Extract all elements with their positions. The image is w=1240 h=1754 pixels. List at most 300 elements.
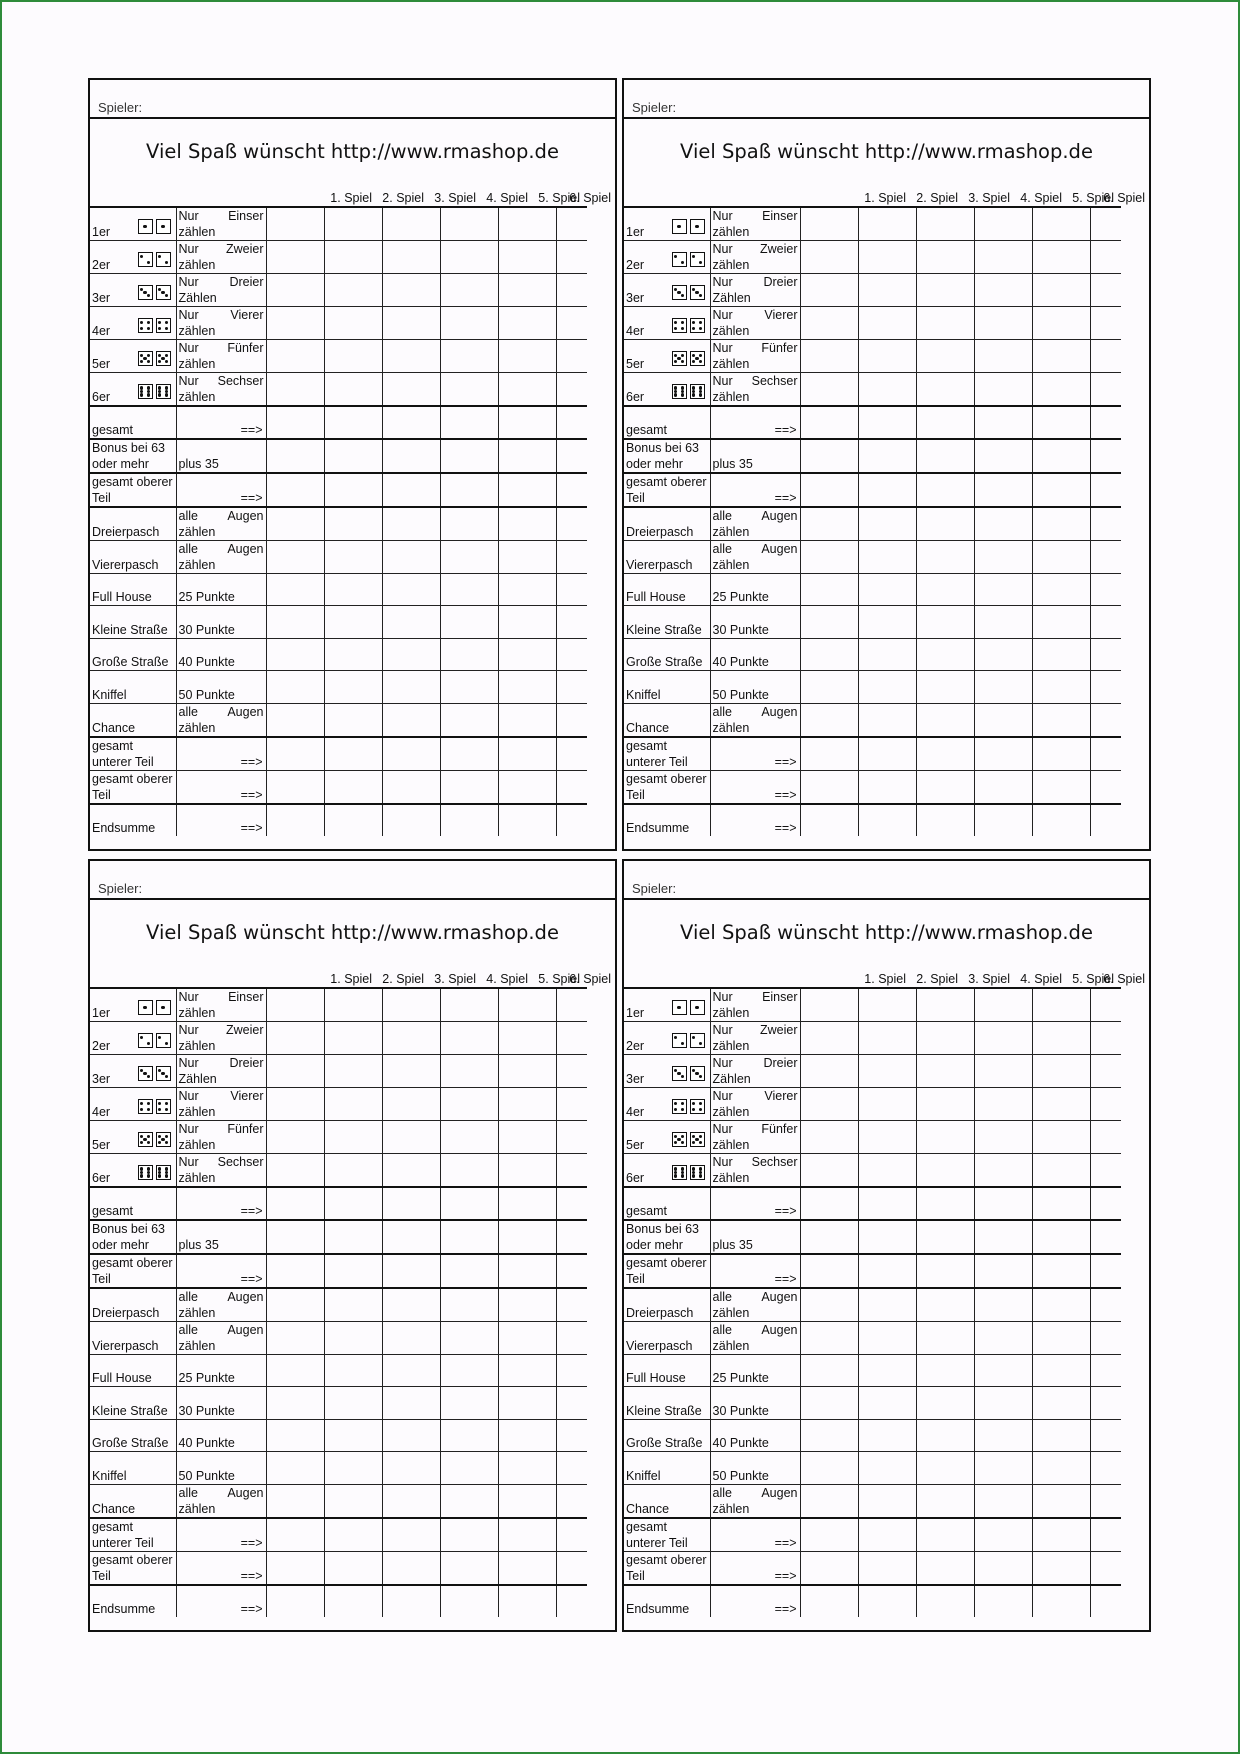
player-name-field[interactable]	[624, 861, 1149, 900]
score-entry-cell[interactable]	[382, 1288, 440, 1322]
score-entry-cell[interactable]	[974, 1354, 1032, 1387]
score-entry-cell[interactable]	[266, 1585, 324, 1618]
score-entry-cell[interactable]	[974, 1088, 1032, 1121]
score-entry-cell[interactable]	[916, 1387, 974, 1420]
score-entry-cell[interactable]	[800, 1055, 858, 1088]
score-entry-cell[interactable]	[266, 207, 324, 241]
score-entry-cell[interactable]	[498, 406, 556, 439]
score-entry-cell[interactable]	[974, 207, 1032, 241]
score-entry-cell[interactable]	[858, 540, 916, 573]
score-entry-cell[interactable]	[974, 439, 1032, 473]
score-entry-cell[interactable]	[382, 671, 440, 704]
score-entry-cell[interactable]	[1090, 507, 1121, 541]
score-entry-cell[interactable]	[800, 340, 858, 373]
score-entry-cell[interactable]	[800, 1022, 858, 1055]
score-entry-cell[interactable]	[498, 1220, 556, 1254]
score-entry-cell[interactable]	[556, 1022, 587, 1055]
score-entry-cell[interactable]	[1032, 1121, 1090, 1154]
score-entry-cell[interactable]	[974, 737, 1032, 771]
score-entry-cell[interactable]	[800, 737, 858, 771]
score-entry-cell[interactable]	[266, 507, 324, 541]
score-entry-cell[interactable]	[974, 241, 1032, 274]
score-entry-cell[interactable]	[266, 770, 324, 804]
score-entry-cell[interactable]	[974, 1387, 1032, 1420]
score-entry-cell[interactable]	[1032, 373, 1090, 407]
score-entry-cell[interactable]	[800, 207, 858, 241]
score-entry-cell[interactable]	[1032, 207, 1090, 241]
score-entry-cell[interactable]	[382, 439, 440, 473]
score-entry-cell[interactable]	[324, 241, 382, 274]
score-entry-cell[interactable]	[498, 1055, 556, 1088]
score-entry-cell[interactable]	[1090, 1518, 1121, 1552]
score-entry-cell[interactable]	[1032, 1288, 1090, 1322]
score-entry-cell[interactable]	[1090, 638, 1121, 671]
score-entry-cell[interactable]	[440, 606, 498, 639]
score-entry-cell[interactable]	[858, 1055, 916, 1088]
score-entry-cell[interactable]	[556, 1254, 587, 1288]
score-entry-cell[interactable]	[858, 373, 916, 407]
score-entry-cell[interactable]	[800, 1088, 858, 1121]
score-entry-cell[interactable]	[440, 1419, 498, 1452]
score-entry-cell[interactable]	[974, 1154, 1032, 1188]
score-entry-cell[interactable]	[382, 307, 440, 340]
score-entry-cell[interactable]	[382, 373, 440, 407]
score-entry-cell[interactable]	[916, 1321, 974, 1354]
score-entry-cell[interactable]	[800, 988, 858, 1022]
score-entry-cell[interactable]	[916, 638, 974, 671]
score-entry-cell[interactable]	[556, 507, 587, 541]
score-entry-cell[interactable]	[382, 207, 440, 241]
score-entry-cell[interactable]	[858, 1220, 916, 1254]
score-entry-cell[interactable]	[266, 671, 324, 704]
score-entry-cell[interactable]	[440, 307, 498, 340]
score-entry-cell[interactable]	[324, 703, 382, 737]
score-entry-cell[interactable]	[800, 1354, 858, 1387]
score-entry-cell[interactable]	[1032, 241, 1090, 274]
score-entry-cell[interactable]	[1090, 1220, 1121, 1254]
score-entry-cell[interactable]	[498, 439, 556, 473]
score-entry-cell[interactable]	[556, 1387, 587, 1420]
score-entry-cell[interactable]	[324, 507, 382, 541]
score-entry-cell[interactable]	[1032, 804, 1090, 837]
score-entry-cell[interactable]	[858, 1585, 916, 1618]
score-entry-cell[interactable]	[266, 439, 324, 473]
score-entry-cell[interactable]	[858, 703, 916, 737]
score-entry-cell[interactable]	[1090, 274, 1121, 307]
score-entry-cell[interactable]	[266, 804, 324, 837]
score-entry-cell[interactable]	[382, 638, 440, 671]
score-entry-cell[interactable]	[556, 241, 587, 274]
player-name-field[interactable]	[90, 80, 615, 119]
score-entry-cell[interactable]	[556, 1220, 587, 1254]
score-entry-cell[interactable]	[382, 1220, 440, 1254]
score-entry-cell[interactable]	[916, 1419, 974, 1452]
score-entry-cell[interactable]	[858, 1484, 916, 1518]
score-entry-cell[interactable]	[800, 671, 858, 704]
score-entry-cell[interactable]	[916, 1121, 974, 1154]
score-entry-cell[interactable]	[1090, 473, 1121, 507]
score-entry-cell[interactable]	[440, 804, 498, 837]
score-entry-cell[interactable]	[858, 439, 916, 473]
score-entry-cell[interactable]	[498, 1419, 556, 1452]
score-entry-cell[interactable]	[858, 1121, 916, 1154]
score-entry-cell[interactable]	[556, 540, 587, 573]
score-entry-cell[interactable]	[858, 1321, 916, 1354]
score-entry-cell[interactable]	[858, 1354, 916, 1387]
score-entry-cell[interactable]	[382, 1551, 440, 1585]
score-entry-cell[interactable]	[382, 804, 440, 837]
score-entry-cell[interactable]	[1090, 540, 1121, 573]
score-entry-cell[interactable]	[974, 1055, 1032, 1088]
score-entry-cell[interactable]	[1090, 573, 1121, 606]
score-entry-cell[interactable]	[440, 1154, 498, 1188]
score-entry-cell[interactable]	[916, 307, 974, 340]
score-entry-cell[interactable]	[800, 507, 858, 541]
score-entry-cell[interactable]	[382, 1321, 440, 1354]
score-entry-cell[interactable]	[440, 1220, 498, 1254]
score-entry-cell[interactable]	[324, 1254, 382, 1288]
score-entry-cell[interactable]	[974, 1254, 1032, 1288]
score-entry-cell[interactable]	[800, 1585, 858, 1618]
score-entry-cell[interactable]	[1090, 1288, 1121, 1322]
score-entry-cell[interactable]	[800, 1121, 858, 1154]
score-entry-cell[interactable]	[800, 307, 858, 340]
score-entry-cell[interactable]	[440, 1585, 498, 1618]
score-entry-cell[interactable]	[556, 770, 587, 804]
score-entry-cell[interactable]	[1032, 1452, 1090, 1485]
score-entry-cell[interactable]	[556, 988, 587, 1022]
score-entry-cell[interactable]	[266, 1022, 324, 1055]
score-entry-cell[interactable]	[498, 1585, 556, 1618]
score-entry-cell[interactable]	[916, 606, 974, 639]
score-entry-cell[interactable]	[498, 638, 556, 671]
score-entry-cell[interactable]	[324, 1288, 382, 1322]
score-entry-cell[interactable]	[916, 1154, 974, 1188]
score-entry-cell[interactable]	[440, 988, 498, 1022]
score-entry-cell[interactable]	[382, 1088, 440, 1121]
score-entry-cell[interactable]	[440, 439, 498, 473]
score-entry-cell[interactable]	[1032, 770, 1090, 804]
score-entry-cell[interactable]	[498, 1088, 556, 1121]
score-entry-cell[interactable]	[1090, 1055, 1121, 1088]
score-entry-cell[interactable]	[1090, 241, 1121, 274]
score-entry-cell[interactable]	[498, 307, 556, 340]
score-entry-cell[interactable]	[858, 770, 916, 804]
score-entry-cell[interactable]	[324, 606, 382, 639]
score-entry-cell[interactable]	[266, 988, 324, 1022]
score-entry-cell[interactable]	[498, 540, 556, 573]
score-entry-cell[interactable]	[974, 1288, 1032, 1322]
score-entry-cell[interactable]	[324, 573, 382, 606]
score-entry-cell[interactable]	[1090, 1585, 1121, 1618]
score-entry-cell[interactable]	[1090, 373, 1121, 407]
score-entry-cell[interactable]	[498, 703, 556, 737]
score-entry-cell[interactable]	[266, 1220, 324, 1254]
score-entry-cell[interactable]	[498, 573, 556, 606]
score-entry-cell[interactable]	[916, 988, 974, 1022]
score-entry-cell[interactable]	[916, 1518, 974, 1552]
score-entry-cell[interactable]	[440, 1088, 498, 1121]
score-entry-cell[interactable]	[324, 988, 382, 1022]
score-entry-cell[interactable]	[440, 1022, 498, 1055]
score-entry-cell[interactable]	[324, 540, 382, 573]
score-entry-cell[interactable]	[556, 1321, 587, 1354]
score-entry-cell[interactable]	[440, 473, 498, 507]
score-entry-cell[interactable]	[800, 1288, 858, 1322]
score-entry-cell[interactable]	[324, 1518, 382, 1552]
score-entry-cell[interactable]	[556, 1288, 587, 1322]
score-entry-cell[interactable]	[498, 1551, 556, 1585]
score-entry-cell[interactable]	[858, 340, 916, 373]
score-entry-cell[interactable]	[1090, 1154, 1121, 1188]
score-entry-cell[interactable]	[916, 274, 974, 307]
score-entry-cell[interactable]	[498, 1518, 556, 1552]
score-entry-cell[interactable]	[1090, 1254, 1121, 1288]
score-entry-cell[interactable]	[800, 274, 858, 307]
score-entry-cell[interactable]	[916, 703, 974, 737]
score-entry-cell[interactable]	[1090, 703, 1121, 737]
score-entry-cell[interactable]	[266, 606, 324, 639]
score-entry-cell[interactable]	[974, 703, 1032, 737]
score-entry-cell[interactable]	[858, 406, 916, 439]
score-entry-cell[interactable]	[916, 1088, 974, 1121]
score-entry-cell[interactable]	[266, 1452, 324, 1485]
score-entry-cell[interactable]	[556, 307, 587, 340]
score-entry-cell[interactable]	[1090, 207, 1121, 241]
score-entry-cell[interactable]	[1032, 737, 1090, 771]
score-entry-cell[interactable]	[440, 770, 498, 804]
score-entry-cell[interactable]	[974, 473, 1032, 507]
score-entry-cell[interactable]	[498, 1022, 556, 1055]
score-entry-cell[interactable]	[266, 340, 324, 373]
score-entry-cell[interactable]	[556, 804, 587, 837]
score-entry-cell[interactable]	[324, 207, 382, 241]
score-entry-cell[interactable]	[800, 373, 858, 407]
score-entry-cell[interactable]	[916, 1288, 974, 1322]
score-entry-cell[interactable]	[916, 1022, 974, 1055]
score-entry-cell[interactable]	[382, 737, 440, 771]
score-entry-cell[interactable]	[974, 1187, 1032, 1220]
score-entry-cell[interactable]	[1032, 1551, 1090, 1585]
score-entry-cell[interactable]	[916, 207, 974, 241]
score-entry-cell[interactable]	[974, 573, 1032, 606]
score-entry-cell[interactable]	[1032, 340, 1090, 373]
score-entry-cell[interactable]	[266, 1088, 324, 1121]
score-entry-cell[interactable]	[556, 1187, 587, 1220]
score-entry-cell[interactable]	[324, 1419, 382, 1452]
score-entry-cell[interactable]	[324, 1387, 382, 1420]
score-entry-cell[interactable]	[1090, 1121, 1121, 1154]
score-entry-cell[interactable]	[324, 1187, 382, 1220]
score-entry-cell[interactable]	[858, 606, 916, 639]
score-entry-cell[interactable]	[556, 1121, 587, 1154]
score-entry-cell[interactable]	[382, 340, 440, 373]
score-entry-cell[interactable]	[974, 1022, 1032, 1055]
score-entry-cell[interactable]	[382, 1354, 440, 1387]
score-entry-cell[interactable]	[440, 1551, 498, 1585]
score-entry-cell[interactable]	[916, 439, 974, 473]
score-entry-cell[interactable]	[916, 1254, 974, 1288]
score-entry-cell[interactable]	[382, 1121, 440, 1154]
score-entry-cell[interactable]	[1032, 703, 1090, 737]
score-entry-cell[interactable]	[324, 473, 382, 507]
score-entry-cell[interactable]	[266, 540, 324, 573]
score-entry-cell[interactable]	[440, 207, 498, 241]
score-entry-cell[interactable]	[916, 1055, 974, 1088]
score-entry-cell[interactable]	[916, 671, 974, 704]
score-entry-cell[interactable]	[556, 737, 587, 771]
score-entry-cell[interactable]	[1032, 1055, 1090, 1088]
score-entry-cell[interactable]	[800, 606, 858, 639]
score-entry-cell[interactable]	[324, 274, 382, 307]
score-entry-cell[interactable]	[382, 241, 440, 274]
score-entry-cell[interactable]	[266, 1121, 324, 1154]
score-entry-cell[interactable]	[440, 737, 498, 771]
score-entry-cell[interactable]	[800, 473, 858, 507]
score-entry-cell[interactable]	[858, 1022, 916, 1055]
score-entry-cell[interactable]	[440, 373, 498, 407]
score-entry-cell[interactable]	[916, 1354, 974, 1387]
score-entry-cell[interactable]	[324, 1585, 382, 1618]
score-entry-cell[interactable]	[498, 207, 556, 241]
player-name-field[interactable]	[90, 861, 615, 900]
score-entry-cell[interactable]	[440, 638, 498, 671]
score-entry-cell[interactable]	[266, 307, 324, 340]
score-entry-cell[interactable]	[324, 1452, 382, 1485]
score-entry-cell[interactable]	[382, 473, 440, 507]
score-entry-cell[interactable]	[974, 804, 1032, 837]
score-entry-cell[interactable]	[324, 1022, 382, 1055]
score-entry-cell[interactable]	[800, 573, 858, 606]
score-entry-cell[interactable]	[266, 274, 324, 307]
score-entry-cell[interactable]	[440, 1354, 498, 1387]
score-entry-cell[interactable]	[556, 1088, 587, 1121]
score-entry-cell[interactable]	[916, 373, 974, 407]
score-entry-cell[interactable]	[382, 1022, 440, 1055]
score-entry-cell[interactable]	[974, 1220, 1032, 1254]
score-entry-cell[interactable]	[498, 1254, 556, 1288]
score-entry-cell[interactable]	[800, 638, 858, 671]
score-entry-cell[interactable]	[974, 638, 1032, 671]
score-entry-cell[interactable]	[324, 1354, 382, 1387]
score-entry-cell[interactable]	[800, 1154, 858, 1188]
score-entry-cell[interactable]	[858, 737, 916, 771]
score-entry-cell[interactable]	[916, 241, 974, 274]
score-entry-cell[interactable]	[382, 1452, 440, 1485]
score-entry-cell[interactable]	[1090, 1551, 1121, 1585]
score-entry-cell[interactable]	[974, 606, 1032, 639]
score-entry-cell[interactable]	[382, 1419, 440, 1452]
score-entry-cell[interactable]	[498, 1321, 556, 1354]
score-entry-cell[interactable]	[1090, 1419, 1121, 1452]
score-entry-cell[interactable]	[324, 804, 382, 837]
score-entry-cell[interactable]	[498, 606, 556, 639]
score-entry-cell[interactable]	[324, 1154, 382, 1188]
player-name-field[interactable]	[624, 80, 1149, 119]
score-entry-cell[interactable]	[440, 1321, 498, 1354]
score-entry-cell[interactable]	[800, 1220, 858, 1254]
score-entry-cell[interactable]	[974, 671, 1032, 704]
score-entry-cell[interactable]	[498, 1452, 556, 1485]
score-entry-cell[interactable]	[916, 406, 974, 439]
score-entry-cell[interactable]	[800, 439, 858, 473]
score-entry-cell[interactable]	[382, 1585, 440, 1618]
score-entry-cell[interactable]	[498, 1354, 556, 1387]
score-entry-cell[interactable]	[916, 1187, 974, 1220]
score-entry-cell[interactable]	[440, 1387, 498, 1420]
score-entry-cell[interactable]	[324, 1055, 382, 1088]
score-entry-cell[interactable]	[974, 1585, 1032, 1618]
score-entry-cell[interactable]	[800, 1419, 858, 1452]
score-entry-cell[interactable]	[324, 340, 382, 373]
score-entry-cell[interactable]	[266, 1055, 324, 1088]
score-entry-cell[interactable]	[324, 1088, 382, 1121]
score-entry-cell[interactable]	[974, 1551, 1032, 1585]
score-entry-cell[interactable]	[858, 241, 916, 274]
score-entry-cell[interactable]	[440, 340, 498, 373]
score-entry-cell[interactable]	[974, 1121, 1032, 1154]
score-entry-cell[interactable]	[498, 1288, 556, 1322]
score-entry-cell[interactable]	[800, 1321, 858, 1354]
score-entry-cell[interactable]	[556, 1585, 587, 1618]
score-entry-cell[interactable]	[440, 671, 498, 704]
score-entry-cell[interactable]	[498, 1154, 556, 1188]
score-entry-cell[interactable]	[266, 1518, 324, 1552]
score-entry-cell[interactable]	[1090, 307, 1121, 340]
score-entry-cell[interactable]	[556, 1055, 587, 1088]
score-entry-cell[interactable]	[1090, 737, 1121, 771]
score-entry-cell[interactable]	[382, 1187, 440, 1220]
score-entry-cell[interactable]	[382, 606, 440, 639]
score-entry-cell[interactable]	[1032, 439, 1090, 473]
score-entry-cell[interactable]	[974, 406, 1032, 439]
score-entry-cell[interactable]	[1032, 1254, 1090, 1288]
score-entry-cell[interactable]	[800, 770, 858, 804]
score-entry-cell[interactable]	[858, 207, 916, 241]
score-entry-cell[interactable]	[1032, 540, 1090, 573]
score-entry-cell[interactable]	[1090, 1484, 1121, 1518]
score-entry-cell[interactable]	[858, 1419, 916, 1452]
score-entry-cell[interactable]	[440, 1055, 498, 1088]
score-entry-cell[interactable]	[266, 1484, 324, 1518]
score-entry-cell[interactable]	[382, 507, 440, 541]
score-entry-cell[interactable]	[1032, 406, 1090, 439]
score-entry-cell[interactable]	[1090, 606, 1121, 639]
score-entry-cell[interactable]	[498, 340, 556, 373]
score-entry-cell[interactable]	[858, 507, 916, 541]
score-entry-cell[interactable]	[556, 207, 587, 241]
score-entry-cell[interactable]	[556, 1154, 587, 1188]
score-entry-cell[interactable]	[266, 638, 324, 671]
score-entry-cell[interactable]	[916, 1585, 974, 1618]
score-entry-cell[interactable]	[858, 1518, 916, 1552]
score-entry-cell[interactable]	[1032, 671, 1090, 704]
score-entry-cell[interactable]	[556, 573, 587, 606]
score-entry-cell[interactable]	[974, 340, 1032, 373]
score-entry-cell[interactable]	[916, 573, 974, 606]
score-entry-cell[interactable]	[858, 671, 916, 704]
score-entry-cell[interactable]	[324, 439, 382, 473]
score-entry-cell[interactable]	[1090, 671, 1121, 704]
score-entry-cell[interactable]	[382, 1254, 440, 1288]
score-entry-cell[interactable]	[974, 1484, 1032, 1518]
score-entry-cell[interactable]	[556, 671, 587, 704]
score-entry-cell[interactable]	[1032, 1518, 1090, 1552]
score-entry-cell[interactable]	[266, 1321, 324, 1354]
score-entry-cell[interactable]	[1032, 1321, 1090, 1354]
score-entry-cell[interactable]	[498, 988, 556, 1022]
score-entry-cell[interactable]	[556, 1551, 587, 1585]
